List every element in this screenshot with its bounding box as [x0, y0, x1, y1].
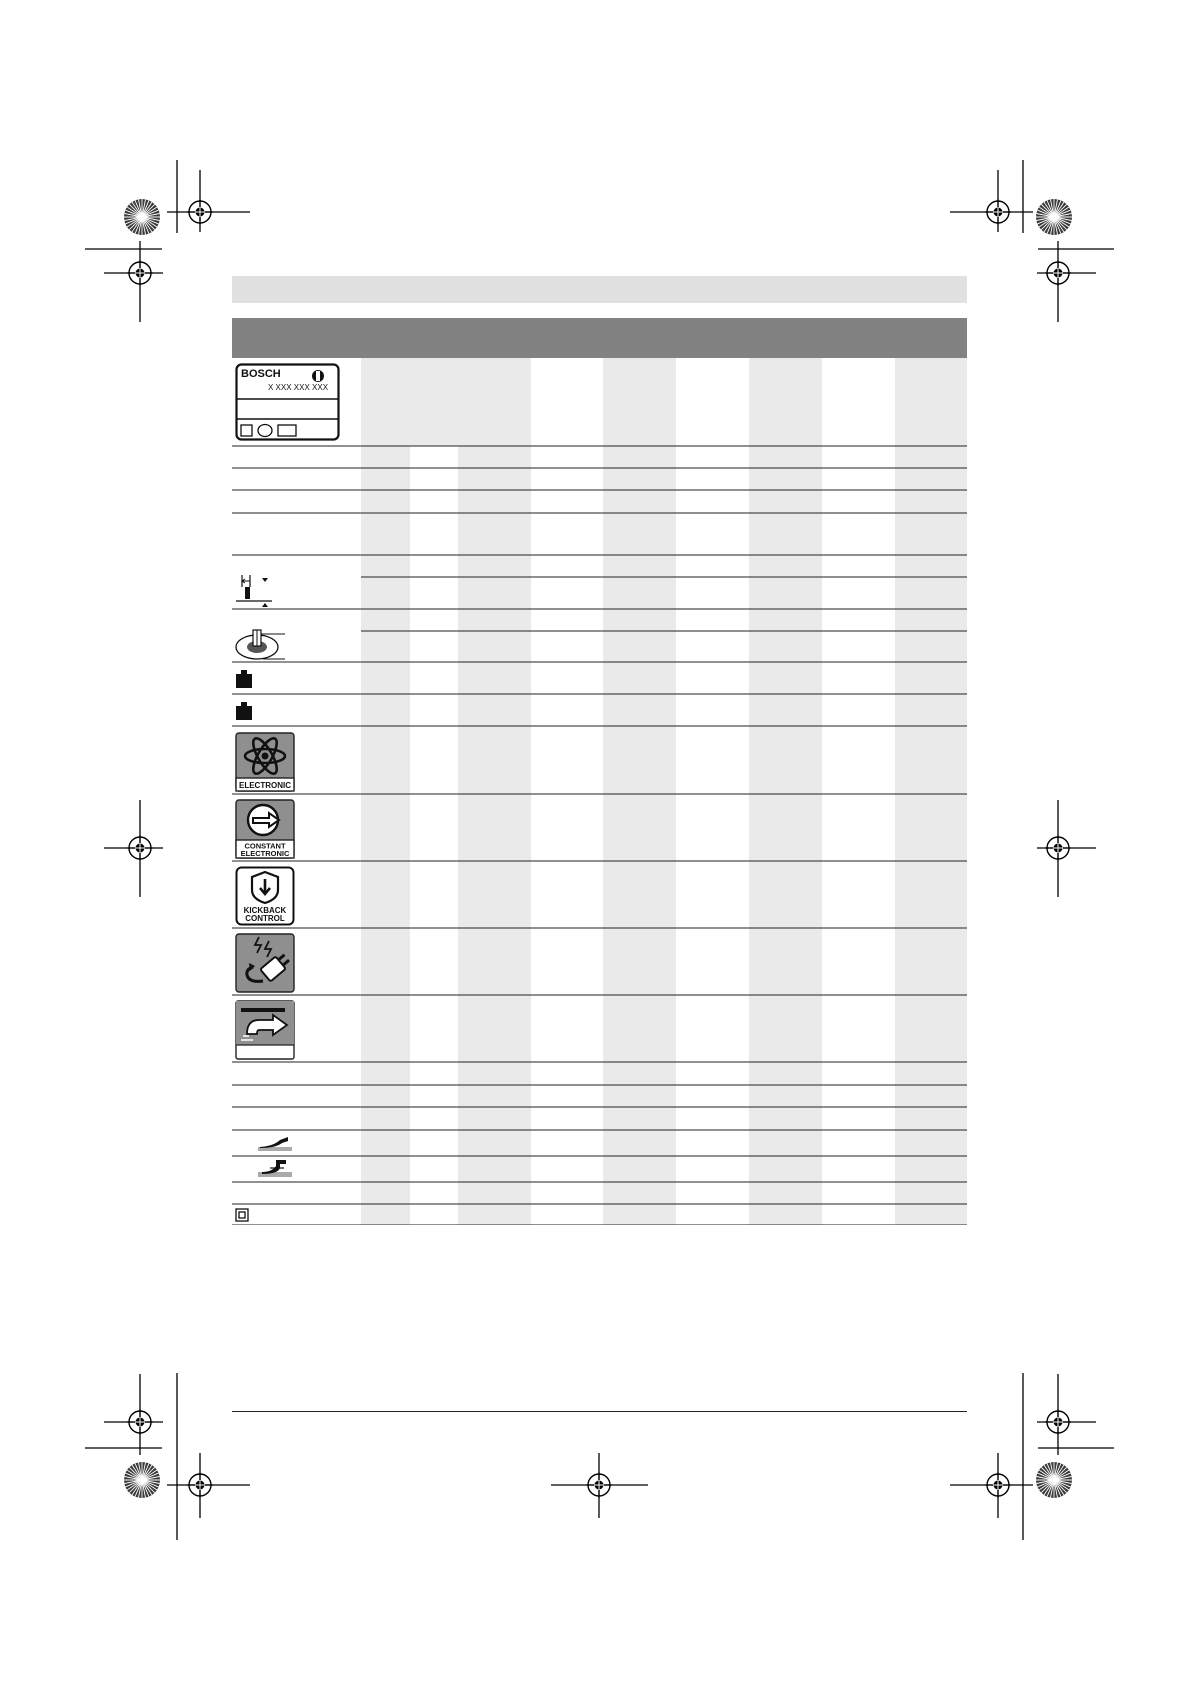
- kickback-control-label-1: KICKBACK: [243, 906, 287, 915]
- constant-electronic-icon: [235, 799, 295, 859]
- constant-electronic-label-2: ELECTRONIC: [240, 849, 290, 858]
- cable-guard-icon: [235, 1000, 295, 1060]
- kickback-control-label-2: CONTROL: [245, 914, 285, 923]
- weight-icon: [235, 669, 253, 689]
- constant-electronic-label-1: CONSTANT: [244, 841, 286, 851]
- nameplate-brand: BOSCH: [241, 368, 281, 380]
- weight-icon: [235, 701, 253, 721]
- plunge-depth-icon: [258, 1158, 292, 1178]
- table-title-bar: [232, 318, 967, 358]
- quick-change-plug-icon: [235, 933, 295, 993]
- row-dividers: [232, 446, 967, 1225]
- footer-rule: [232, 1411, 967, 1412]
- collet-disc-icon: [235, 628, 287, 660]
- protection-class-icon: [235, 1208, 249, 1222]
- cutting-depth-icon: [236, 573, 272, 609]
- electronic-icon: [235, 732, 295, 792]
- nameplate-part-number: X XXX XXX XXX: [268, 383, 329, 392]
- plunge-icon: [258, 1134, 292, 1152]
- shaded-columns: [361, 358, 967, 1225]
- header-bar: [232, 276, 967, 303]
- spec-table: [232, 358, 967, 1225]
- kickback-control-icon: [235, 866, 295, 926]
- electronic-icon-label: ELECTRONIC: [239, 781, 291, 790]
